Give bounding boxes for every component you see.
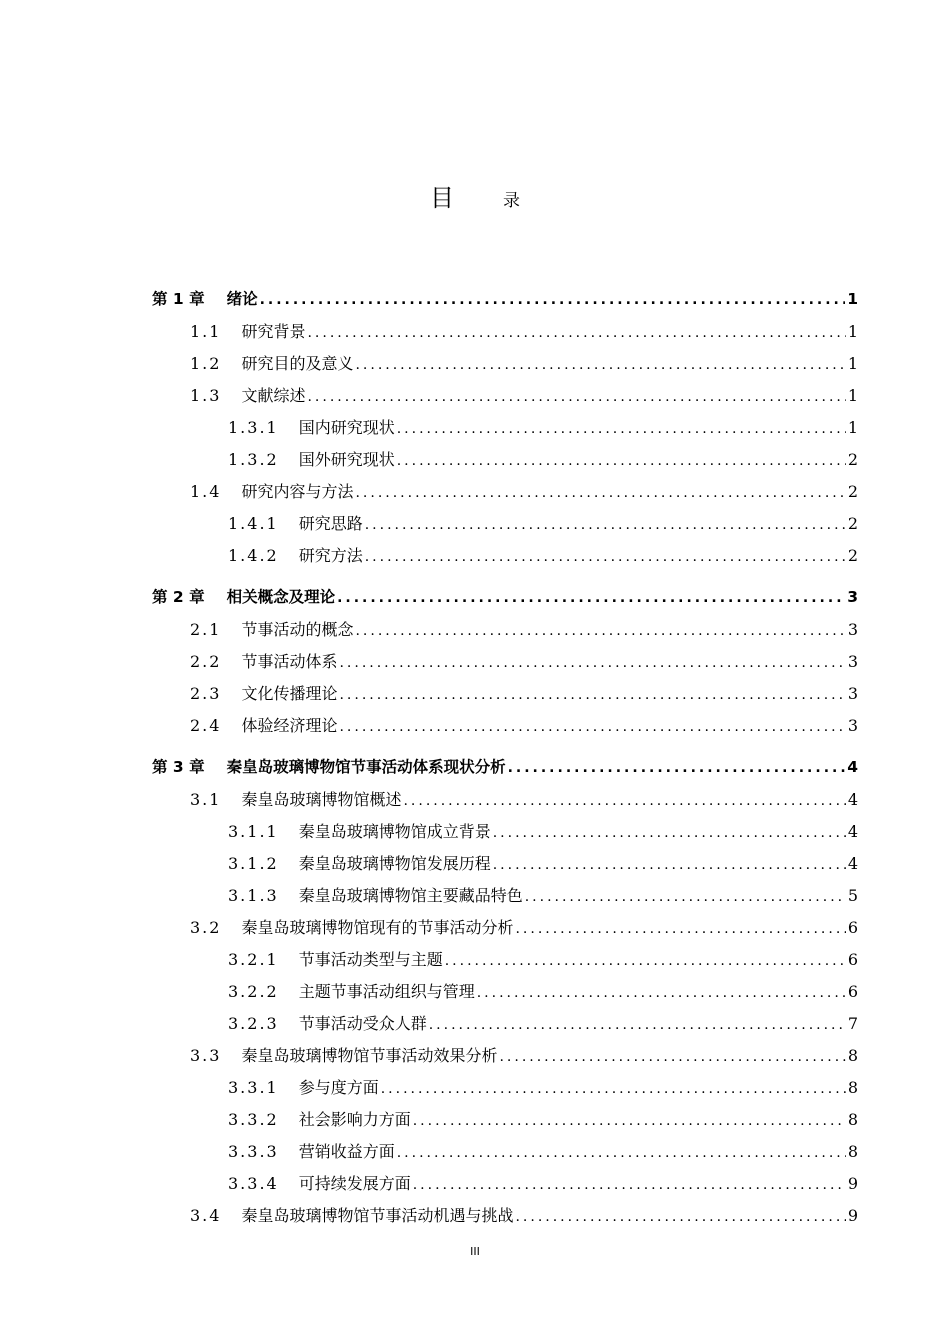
toc-entry-label: 秦皇岛玻璃博物馆节事活动机遇与挑战 <box>241 1206 514 1225</box>
toc-entry-number: 3.1.1 <box>228 822 279 841</box>
toc-entry-label: 节事活动受众人群 <box>298 1014 427 1033</box>
toc-dot-leader <box>339 719 845 735</box>
toc-entry-label: 可持续发展方面 <box>298 1174 411 1193</box>
toc-entry-number: 3.1.3 <box>228 886 279 905</box>
toc-section-entry[interactable] <box>190 787 858 811</box>
toc-section-entry[interactable] <box>228 511 858 535</box>
toc-entry-page: 2 <box>847 482 858 501</box>
toc-entry-number: 3.2.1 <box>228 950 279 969</box>
toc-entry-label: 相关概念及理论 <box>226 588 336 606</box>
toc-chapter-entry[interactable] <box>152 755 858 779</box>
toc-dot-leader <box>429 1017 846 1033</box>
toc-entry-label: 节事活动体系 <box>241 652 338 671</box>
toc-entry-number: 第 2 章 <box>152 588 205 606</box>
toc-dot-leader <box>381 1081 846 1097</box>
toc-entry-label: 研究方法 <box>298 546 363 565</box>
toc-entry-label: 绪论 <box>226 290 258 308</box>
toc-dot-leader <box>493 857 846 873</box>
toc-dot-leader <box>307 389 845 405</box>
toc-entry-page: 3 <box>847 684 858 703</box>
toc-entry-page: 2 <box>847 546 858 565</box>
toc-entry-page: 1 <box>847 386 858 405</box>
toc-section-entry[interactable] <box>228 447 858 471</box>
toc-entry-number: 3.3.3 <box>228 1142 279 1161</box>
toc-entry-number: 3.2.2 <box>228 982 279 1001</box>
toc-entry-page: 1 <box>847 322 858 341</box>
toc-entry-number: 2.4 <box>190 716 222 735</box>
toc-dot-leader <box>397 453 846 469</box>
toc-entry-label: 研究思路 <box>298 514 363 533</box>
toc-chapter-entry[interactable] <box>152 585 858 609</box>
toc-entry-label: 主题节事活动组织与管理 <box>298 982 475 1001</box>
toc-entry-page: 9 <box>847 1206 858 1225</box>
toc-entry-number: 1.1 <box>190 322 222 341</box>
toc-dot-leader <box>365 517 846 533</box>
toc-section-entry[interactable] <box>228 819 858 843</box>
toc-entry-number: 1.3.2 <box>228 450 279 469</box>
toc-dot-leader <box>413 1177 846 1193</box>
toc-section-entry[interactable] <box>228 1171 858 1195</box>
toc-chapter-entry[interactable] <box>152 287 858 311</box>
toc-entry-number: 3.1.2 <box>228 854 279 873</box>
toc-entry-number: 第 3 章 <box>152 758 205 776</box>
toc-entry-label: 节事活动的概念 <box>241 620 354 639</box>
toc-entry-page: 6 <box>847 950 858 969</box>
toc-entry-number: 2.1 <box>190 620 222 639</box>
toc-entry-page: 2 <box>847 514 858 533</box>
toc-entry-label: 国外研究现状 <box>298 450 395 469</box>
toc-dot-leader <box>413 1113 846 1129</box>
toc-entry-page: 3 <box>847 652 858 671</box>
toc-dot-leader <box>337 590 845 606</box>
toc-entry-number: 3.3.2 <box>228 1110 279 1129</box>
toc-entry-label: 社会影响力方面 <box>298 1110 411 1129</box>
toc-section-entry[interactable] <box>190 617 858 641</box>
toc-entry-number: 2.3 <box>190 684 222 703</box>
toc-entry-number: 2.2 <box>190 652 222 671</box>
toc-entry-label: 参与度方面 <box>298 1078 379 1097</box>
toc-dot-leader <box>260 292 846 308</box>
toc-section-entry[interactable] <box>190 649 858 673</box>
toc-dot-leader <box>339 687 845 703</box>
toc-entry-label: 节事活动类型与主题 <box>298 950 443 969</box>
toc-dot-leader <box>307 325 845 341</box>
toc-dot-leader <box>525 889 846 905</box>
toc-entry-label: 秦皇岛玻璃博物馆主要藏品特色 <box>298 886 523 905</box>
toc-dot-leader <box>499 1049 845 1065</box>
toc-entry-page: 2 <box>847 450 858 469</box>
toc-entry-page: 6 <box>847 918 858 937</box>
toc-entry-number: 3.2.3 <box>228 1014 279 1033</box>
toc-dot-leader <box>355 485 845 501</box>
toc-entry-page: 1 <box>847 354 858 373</box>
toc-section-entry[interactable] <box>190 479 858 503</box>
toc-entry-number: 3.3.4 <box>228 1174 279 1193</box>
toc-entry-label: 秦皇岛玻璃博物馆节事活动体系现状分析 <box>226 758 506 776</box>
toc-section-entry[interactable] <box>228 415 858 439</box>
toc-section-entry[interactable] <box>190 383 858 407</box>
toc-entry-page: 3 <box>847 716 858 735</box>
toc-dot-leader <box>339 655 845 671</box>
toc-entry-number: 1.3 <box>190 386 222 405</box>
toc-entry-page: 4 <box>847 758 858 776</box>
toc-entry-page: 7 <box>847 1014 858 1033</box>
toc-entry-number: 1.3.1 <box>228 418 279 437</box>
toc-entry-number: 1.4 <box>190 482 222 501</box>
toc-entry-number: 3.2 <box>190 918 222 937</box>
toc-entry-page: 3 <box>847 620 858 639</box>
toc-section-entry[interactable] <box>228 1011 858 1035</box>
toc-entry-label: 体验经济理论 <box>241 716 338 735</box>
toc-entry-label: 文献综述 <box>241 386 306 405</box>
toc-entry-page: 1 <box>847 418 858 437</box>
toc-entry-number: 第 1 章 <box>152 290 205 308</box>
toc-section-entry[interactable] <box>190 713 858 737</box>
toc-entry-label: 秦皇岛玻璃博物馆概述 <box>241 790 402 809</box>
toc-section-entry[interactable] <box>228 979 858 1003</box>
toc-dot-leader <box>365 549 846 565</box>
toc-section-entry[interactable] <box>190 681 858 705</box>
toc-entry-number: 1.2 <box>190 354 222 373</box>
toc-entry-label: 秦皇岛玻璃博物馆节事活动效果分析 <box>241 1046 498 1065</box>
toc-entry-page: 1 <box>847 290 858 308</box>
toc-entry-page: 6 <box>847 982 858 1001</box>
toc-dot-leader <box>397 1145 846 1161</box>
toc-entry-page: 8 <box>847 1046 858 1065</box>
toc-dot-leader <box>355 357 845 373</box>
toc-dot-leader <box>493 825 846 841</box>
toc-title <box>0 178 950 213</box>
toc-section-entry[interactable] <box>190 915 858 939</box>
toc-entry-label: 秦皇岛玻璃博物馆现有的节事活动分析 <box>241 918 514 937</box>
toc-entry-number: 1.4.1 <box>228 514 279 533</box>
toc-dot-leader <box>355 623 845 639</box>
toc-section-entry[interactable] <box>190 351 858 375</box>
toc-entry-page: 9 <box>847 1174 858 1193</box>
toc-entry-label: 秦皇岛玻璃博物馆成立背景 <box>298 822 491 841</box>
toc-section-entry[interactable] <box>228 947 858 971</box>
toc-section-entry[interactable] <box>228 1075 858 1099</box>
toc-entry-label: 研究目的及意义 <box>241 354 354 373</box>
toc-section-entry[interactable] <box>228 1139 858 1163</box>
toc-entry-number: 1.4.2 <box>228 546 279 565</box>
toc-dot-leader <box>477 985 846 1001</box>
toc-entry-label: 营销收益方面 <box>298 1142 395 1161</box>
toc-dot-leader <box>515 921 845 937</box>
toc-entry-number: 3.4 <box>190 1206 222 1225</box>
page-footer-number: III <box>470 1245 480 1258</box>
toc-entry-page: 8 <box>847 1078 858 1097</box>
toc-entry-number: 3.3.1 <box>228 1078 279 1097</box>
toc-dot-leader <box>508 760 846 776</box>
toc-title-main: 目 <box>429 184 454 212</box>
toc-title-sub: 录 <box>503 191 521 211</box>
toc-entry-label: 研究内容与方法 <box>241 482 354 501</box>
toc-entry-number: 3.3 <box>190 1046 222 1065</box>
toc-dot-leader <box>515 1209 845 1225</box>
toc-entry-page: 3 <box>847 588 858 606</box>
toc-entry-page: 5 <box>847 886 858 905</box>
toc-dot-leader <box>445 953 846 969</box>
toc-dot-leader <box>403 793 845 809</box>
toc-section-entry[interactable] <box>190 319 858 343</box>
toc-entry-label: 研究背景 <box>241 322 306 341</box>
toc-entry-label: 秦皇岛玻璃博物馆发展历程 <box>298 854 491 873</box>
toc-section-entry[interactable] <box>228 851 858 875</box>
toc-entry-page: 4 <box>847 790 858 809</box>
toc-section-entry[interactable] <box>228 543 858 567</box>
toc-entry-label: 文化传播理论 <box>241 684 338 703</box>
toc-entry-page: 8 <box>847 1110 858 1129</box>
toc-entry-page: 8 <box>847 1142 858 1161</box>
toc-section-entry[interactable] <box>228 1107 858 1131</box>
toc-dot-leader <box>397 421 846 437</box>
toc-entry-label: 国内研究现状 <box>298 418 395 437</box>
toc-entry-page: 4 <box>847 822 858 841</box>
toc-entry-page: 4 <box>847 854 858 873</box>
toc-section-entry[interactable] <box>190 1203 858 1227</box>
toc-section-entry[interactable] <box>228 883 858 907</box>
toc-entry-number: 3.1 <box>190 790 222 809</box>
toc-section-entry[interactable] <box>190 1043 858 1067</box>
